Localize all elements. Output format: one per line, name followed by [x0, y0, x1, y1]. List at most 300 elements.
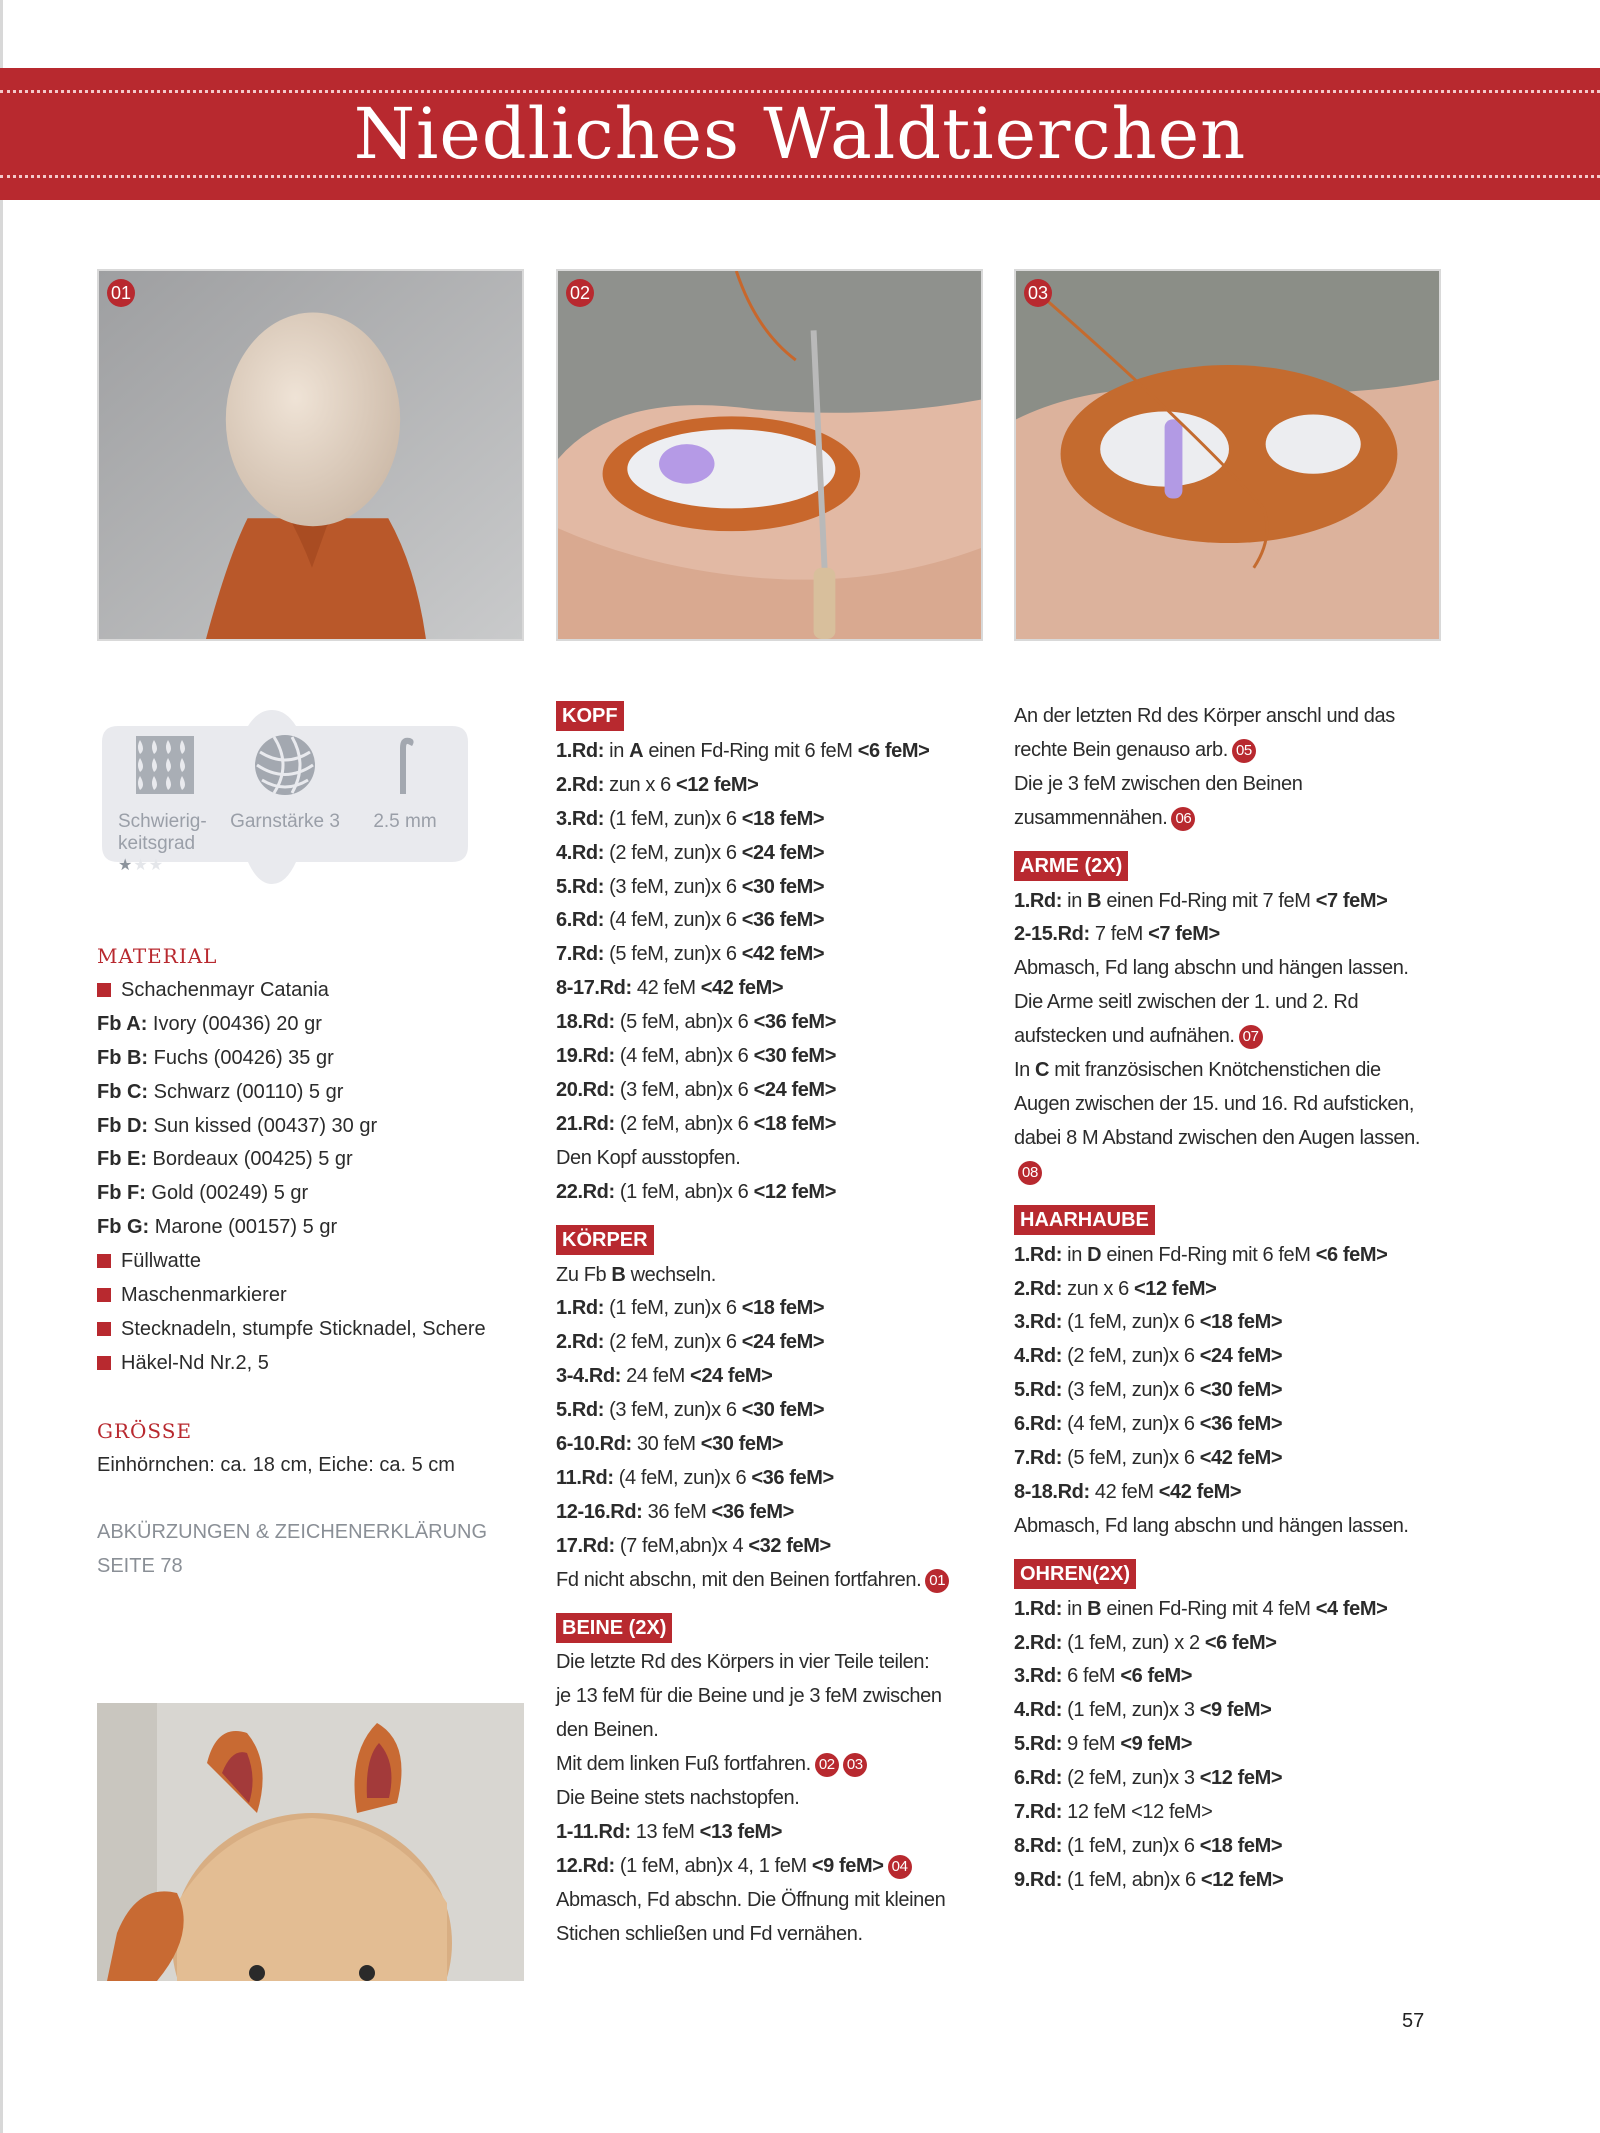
photo-02-illustration: [558, 271, 981, 639]
pattern-row: [556, 803, 996, 837]
pattern-row: [556, 837, 996, 871]
section-spacer: [556, 1210, 996, 1224]
row-text: (7 feM,abn)x 4: [614, 1534, 749, 1557]
stitch-count: <30 feM>: [1199, 1379, 1283, 1402]
stitch-count: <12 feM>: [1134, 1277, 1217, 1300]
section-heading: HAARHAUBE: [1014, 1205, 1155, 1235]
material-color-code: Fb D:: [97, 1114, 149, 1137]
bullet-square: [97, 1322, 111, 1336]
stitch-count: <30 feM>: [741, 1399, 825, 1422]
stitch-count: <13 feM>: [699, 1821, 783, 1843]
round-label: 12.Rd:: [556, 1854, 615, 1877]
step-photo-02: [556, 269, 983, 641]
difficulty-label-line2: keitsgrad: [118, 833, 196, 854]
pattern-row: [556, 904, 996, 938]
pattern-row: [1014, 768, 1454, 802]
row-text: einen Fd-Ring mit 4 feM: [1101, 1597, 1316, 1620]
pattern-row: [1014, 700, 1454, 734]
row-text: Zu Fb: [556, 1263, 612, 1286]
pattern-row: [556, 1646, 996, 1680]
material-item-text: Häkel-Nd Nr.2, 5: [121, 1351, 269, 1374]
stitch-count: <30 feM>: [753, 1045, 836, 1068]
photo-03-illustration: [1016, 271, 1439, 639]
stitch-count: <6 feM>: [1204, 1631, 1277, 1654]
stitch-count: <12 feM>: [753, 1180, 836, 1203]
row-text: Die letzte Rd des Körpers in vier Teile teilen:: [556, 1651, 930, 1674]
difficulty-stars: [118, 855, 220, 877]
bullet-square: [97, 1356, 111, 1370]
material-item: [97, 1347, 497, 1381]
round-label: 7.Rd:: [1014, 1447, 1063, 1470]
pattern-row: [1014, 1830, 1454, 1864]
pattern-row: [556, 1782, 996, 1816]
row-text: 12 feM: [1062, 1801, 1132, 1824]
material-item: [97, 1313, 497, 1347]
row-text: In: [1014, 1059, 1036, 1082]
round-label: 12-16.Rd:: [556, 1500, 643, 1523]
stitch-count: <36 feM>: [751, 1466, 834, 1489]
section-heading: KOPF: [556, 701, 624, 731]
material-item-text: Fuchs (00426) 35 gr: [148, 1046, 334, 1069]
pattern-row: [556, 1040, 996, 1074]
step-reference-badge: 02: [815, 1753, 839, 1777]
pattern-row: [556, 1142, 996, 1176]
round-label: 8-18.Rd:: [1014, 1480, 1090, 1503]
row-text: Mit dem linken Fuß fortfahren.: [556, 1753, 811, 1776]
stitch-count: <42 feM>: [741, 943, 825, 966]
spacer: [97, 1482, 497, 1516]
row-text: (2 feM, zun)x 6: [1062, 1345, 1200, 1368]
stitch-count: <18 feM>: [741, 807, 825, 830]
section-heading-row: [1014, 1558, 1454, 1592]
bullet-square: [97, 1288, 111, 1302]
pattern-row: [556, 735, 996, 769]
material-item: [97, 1042, 497, 1076]
stitch-count: <12 feM>: [1200, 1868, 1284, 1891]
pattern-row: [1014, 1156, 1454, 1190]
row-text: (1 feM, abn)x 6: [1062, 1868, 1201, 1891]
section-spacer: [1014, 836, 1454, 850]
yarn-weight-label: Garnstärke 3: [230, 811, 340, 832]
row-text: (1 feM, abn)x 4, 1 feM: [614, 1854, 812, 1877]
row-text: mit französischen Knötchenstichen die: [1049, 1059, 1381, 1082]
material-item-text: Schwarz (00110) 5 gr: [148, 1080, 344, 1103]
material-item: [97, 1008, 497, 1042]
material-item-text: Gold (00249) 5 gr: [145, 1182, 309, 1205]
row-text: (4 feM, zun)x 6: [613, 1466, 752, 1489]
round-label: 11.Rd:: [556, 1466, 614, 1489]
material-color-code: Fb E:: [97, 1148, 147, 1171]
crochet-hook-icon: [372, 732, 438, 798]
stitch-count: <24 feM>: [741, 1331, 825, 1354]
round-label: 1.Rd:: [1014, 1243, 1063, 1266]
bullet-square: [97, 1254, 111, 1268]
pattern-row: [556, 1714, 996, 1748]
pattern-row: [1014, 1442, 1454, 1476]
round-label: 20.Rd:: [556, 1078, 615, 1101]
pattern-row: [1014, 1122, 1454, 1156]
row-text: in: [1062, 1597, 1088, 1620]
section-heading-row: [556, 1612, 996, 1646]
section-spacer: [1014, 1190, 1454, 1204]
round-label: 22.Rd:: [556, 1180, 615, 1203]
pattern-row: [556, 769, 996, 803]
row-text: in: [1062, 889, 1088, 912]
round-label: 9.Rd:: [1014, 1868, 1063, 1891]
row-text: den Beinen.: [556, 1719, 659, 1742]
pattern-row: [556, 1360, 996, 1394]
page-edge-line: [0, 0, 3, 2133]
row-text: in: [604, 739, 630, 762]
material-item: [97, 1143, 497, 1177]
step-reference-badge: 03: [843, 1753, 867, 1777]
stitch-count: <36 feM>: [711, 1500, 794, 1523]
material-color-code: Fb B:: [97, 1046, 149, 1069]
row-text: zun x 6: [604, 773, 677, 796]
pattern-row: [1014, 1627, 1454, 1661]
material-item-text: Marone (00157) 5 gr: [149, 1216, 338, 1239]
round-label: 5.Rd:: [1014, 1733, 1063, 1756]
section-heading: KÖRPER: [556, 1225, 654, 1255]
section-heading-row: [1014, 850, 1454, 884]
row-text: Die Beine stets nachstopfen.: [556, 1787, 800, 1810]
step-reference-badge: 01: [925, 1569, 949, 1593]
difficulty-label-line1: Schwierig-: [118, 811, 207, 832]
color-code: C: [1035, 1059, 1050, 1082]
stitch-count: <12 feM>: [1199, 1767, 1283, 1790]
title-banner: [0, 68, 1600, 200]
material-color-code: Fb F:: [97, 1182, 146, 1205]
material-item: [97, 1110, 497, 1144]
section-heading-row: [1014, 1204, 1454, 1238]
pattern-row: [556, 938, 996, 972]
step-reference-badge: 05: [1232, 739, 1256, 763]
pattern-row: [1014, 1728, 1454, 1762]
step-photo-01: [97, 269, 524, 641]
round-label: 2.Rd:: [556, 1331, 605, 1354]
pattern-row: [1014, 1088, 1454, 1122]
pattern-row: [1014, 1374, 1454, 1408]
stitch-count: <7 feM>: [1315, 889, 1388, 912]
round-label: 7.Rd:: [1014, 1801, 1063, 1824]
pattern-row: [1014, 1239, 1454, 1273]
stitch-count: <24 feM>: [753, 1078, 836, 1101]
row-text: (3 feM, abn)x 6: [614, 1078, 754, 1101]
size-text: Einhörnchen: ca. 18 cm, Eiche: ca. 5 cm: [97, 1453, 455, 1476]
pattern-column-3: [1014, 700, 1454, 1898]
spacer: [97, 1381, 497, 1415]
pattern-row: [1014, 1660, 1454, 1694]
row-text: (4 feM, abn)x 6: [614, 1045, 754, 1068]
row-text: (2 feM, abn)x 6: [614, 1112, 754, 1135]
stitch-count: <24 feM>: [741, 841, 825, 864]
stitch-count: <32 feM>: [748, 1534, 831, 1557]
round-label: 4.Rd:: [556, 841, 605, 864]
row-text: zusammennähen.: [1014, 806, 1168, 829]
difficulty-stars-off: ★★: [133, 857, 165, 874]
bullet-square: [97, 983, 111, 997]
row-text: (4 feM, zun)x 6: [604, 909, 742, 932]
pattern-row: [556, 1850, 996, 1884]
row-text: 42 feM: [631, 977, 701, 1000]
stitch-count: <24 feM>: [690, 1365, 773, 1388]
step-photo-03: [1014, 269, 1441, 641]
color-code: B: [1087, 1597, 1102, 1620]
row-text: rechte Bein genauso arb.: [1014, 738, 1228, 761]
step-reference-badge: 06: [1171, 807, 1195, 831]
round-label: 4.Rd:: [1014, 1699, 1063, 1722]
finished-squirrel-photo: [97, 1703, 524, 1981]
section-spacer: [1014, 1544, 1454, 1558]
row-text: Die je 3 feM zwischen den Beinen: [1014, 772, 1303, 795]
pattern-row: [1014, 1762, 1454, 1796]
row-text: (5 feM, zun)x 6: [604, 943, 742, 966]
material-item-text: Stecknadeln, stumpfe Sticknadel, Schere: [121, 1317, 486, 1340]
stitch-count: <18 feM>: [1199, 1835, 1283, 1857]
round-label: 2.Rd:: [556, 773, 605, 796]
material-item-text: Ivory (00436) 20 gr: [147, 1012, 322, 1035]
row-text: (1 feM, zun)x 3: [1062, 1699, 1200, 1722]
hook-size-info: [350, 732, 460, 833]
pattern-row: [1014, 1054, 1454, 1088]
row-text: 30 feM: [631, 1433, 701, 1456]
color-code: A: [629, 739, 644, 762]
row-text: Abmasch, Fd lang abschn und hängen lassen.: [1014, 957, 1409, 980]
pattern-row: [556, 1292, 996, 1326]
step-reference-badge: 07: [1239, 1025, 1263, 1049]
material-item: [97, 1279, 497, 1313]
row-text: 36 feM: [642, 1500, 712, 1523]
row-text: (1 feM, zun)x 6: [604, 807, 742, 830]
row-text: An der letzten Rd des Körper anschl und das: [1014, 705, 1395, 727]
row-text: 42 feM: [1089, 1480, 1159, 1503]
stitch-count: <30 feM>: [700, 1433, 784, 1456]
round-label: 17.Rd:: [556, 1534, 615, 1557]
round-label: 1-11.Rd:: [556, 1821, 631, 1843]
page-title: Niedliches Waldtierchen: [353, 93, 1247, 175]
row-text: aufstecken und aufnähen.: [1014, 1025, 1235, 1048]
pattern-row: [556, 1108, 996, 1142]
stitch-count: <9 feM>: [1120, 1733, 1193, 1756]
row-text: (1 feM, abn)x 6: [614, 1180, 754, 1203]
pattern-row: [1014, 802, 1454, 836]
row-text: (2 feM, zun)x 6: [604, 841, 742, 864]
step-reference-badge: 04: [888, 1855, 912, 1879]
stitch-count: <36 feM>: [741, 909, 825, 932]
row-text: (3 feM, zun)x 6: [604, 1399, 742, 1422]
row-text: Fd nicht abschn, mit den Beinen fortfahren.: [556, 1568, 922, 1591]
row-text: einen Fd-Ring mit 6 feM: [643, 739, 858, 762]
row-text: Stichen schließen und Fd vernähen.: [556, 1922, 863, 1945]
material-item-text: Bordeaux (00425) 5 gr: [147, 1148, 353, 1171]
round-label: 3.Rd:: [1014, 1311, 1063, 1334]
pattern-row: [556, 1530, 996, 1564]
page-number: 57: [1402, 2010, 1425, 2032]
row-text: 9 feM: [1062, 1733, 1121, 1756]
row-text: 13 feM: [630, 1821, 700, 1843]
row-text: (3 feM, zun)x 6: [604, 875, 742, 898]
round-label: 5.Rd:: [1014, 1379, 1063, 1402]
stitch-count: <42 feM>: [700, 977, 784, 1000]
row-text: einen Fd-Ring mit 7 feM: [1101, 889, 1316, 912]
stitch-count: <12 feM>: [676, 773, 759, 796]
row-text: 6 feM: [1062, 1665, 1121, 1688]
pattern-row: [556, 1074, 996, 1108]
pattern-column-2: [556, 700, 996, 1952]
row-text: Abmasch, Fd abschn. Die Öffnung mit kleinen: [556, 1888, 946, 1911]
material-column: [97, 940, 497, 1584]
row-text: (5 feM, zun)x 6: [1062, 1447, 1200, 1470]
difficulty-info: [110, 732, 220, 877]
pattern-row: [1014, 1306, 1454, 1340]
photo-number-01: 01: [107, 279, 135, 307]
photo-01-illustration: [99, 271, 522, 639]
difficulty-star-on: ★: [118, 857, 134, 874]
round-label: 5.Rd:: [556, 1399, 605, 1422]
pattern-row: [556, 972, 996, 1006]
material-item-text: Sun kissed (00437) 30 gr: [148, 1114, 378, 1137]
pattern-row: [556, 1006, 996, 1040]
material-item-text: Maschenmarkierer: [121, 1284, 287, 1307]
pattern-row: [1014, 885, 1454, 919]
yarn-weight-info: [230, 732, 340, 833]
row-text: einen Fd-Ring mit 6 feM: [1101, 1243, 1316, 1266]
yarn-ball-icon: [252, 732, 318, 798]
section-heading-row: [556, 1224, 996, 1258]
material-color-code: Fb C:: [97, 1080, 149, 1103]
row-text: zun x 6: [1062, 1277, 1135, 1300]
stitch-count: <18 feM>: [741, 1297, 825, 1320]
abbreviations-line2: SEITE 78: [97, 1555, 183, 1578]
stitch-count: <4 feM>: [1315, 1597, 1388, 1620]
pattern-row: [556, 1496, 996, 1530]
material-item-text: Füllwatte: [121, 1250, 202, 1273]
round-label: 4.Rd:: [1014, 1345, 1063, 1368]
row-text: (5 feM, abn)x 6: [614, 1011, 754, 1034]
row-text: (2 feM, zun)x 3: [1062, 1767, 1200, 1790]
round-label: 18.Rd:: [556, 1011, 615, 1034]
pattern-row: [1014, 952, 1454, 986]
row-text: je 13 feM für die Beine und je 3 feM zwischen: [556, 1685, 942, 1708]
size-heading: GRÖSSE: [97, 1418, 193, 1443]
material-list: [97, 974, 497, 1381]
round-label: 6.Rd:: [556, 909, 605, 932]
round-label: 3.Rd:: [1014, 1665, 1063, 1688]
color-code: B: [1087, 889, 1102, 912]
stitch-count: <24 feM>: [1199, 1345, 1283, 1368]
row-text: (1 feM, zun) x 2: [1062, 1631, 1205, 1654]
pattern-row: [1014, 1273, 1454, 1307]
hook-size-label: 2.5 mm: [373, 811, 437, 832]
pattern-row: [556, 1176, 996, 1210]
row-text: (1 feM, zun)x 6: [1062, 1835, 1200, 1857]
round-label: 2-15.Rd:: [1014, 923, 1090, 946]
pattern-row: [556, 1326, 996, 1360]
stitch-count: <42 feM>: [1199, 1447, 1283, 1470]
material-item: [97, 1245, 497, 1279]
round-label: 5.Rd:: [556, 875, 605, 898]
stitch-count: <7 feM>: [1148, 923, 1220, 946]
round-label: 8.Rd:: [1014, 1835, 1063, 1857]
pattern-row: [1014, 986, 1454, 1020]
round-label: 19.Rd:: [556, 1045, 615, 1068]
squirrel-illustration: [97, 1703, 524, 1981]
stitch-count: <9 feM>: [1199, 1699, 1272, 1722]
round-label: 3-4.Rd:: [556, 1365, 621, 1388]
row-text: (2 feM, zun)x 6: [604, 1331, 742, 1354]
row-text: (3 feM, zun)x 6: [1062, 1379, 1200, 1402]
row-text: dabei 8 M Abstand zwischen den Augen lassen.: [1014, 1126, 1421, 1149]
material-item: [97, 1211, 497, 1245]
stitch-count: <42 feM>: [1158, 1480, 1242, 1503]
pattern-row: [1014, 1020, 1454, 1054]
round-label: 1.Rd:: [556, 1297, 605, 1320]
pattern-row: [1014, 734, 1454, 768]
material-heading: MATERIAL: [97, 944, 218, 968]
round-label: 1.Rd:: [1014, 1597, 1063, 1620]
stitch-count: <12 feM>: [1131, 1801, 1213, 1824]
color-code: B: [611, 1263, 626, 1286]
pattern-row: [556, 1462, 996, 1496]
round-label: 1.Rd:: [556, 739, 605, 762]
pattern-row: [556, 1884, 996, 1918]
row-text: (4 feM, zun)x 6: [1062, 1413, 1200, 1436]
row-text: in: [1062, 1243, 1088, 1266]
stitch-count: <36 feM>: [1199, 1413, 1283, 1436]
row-text: Abmasch, Fd lang abschn und hängen lassen.: [1014, 1514, 1409, 1537]
pattern-row: [1014, 1340, 1454, 1374]
stitch-count: <36 feM>: [753, 1011, 836, 1034]
section-heading: BEINE (2X): [556, 1613, 672, 1643]
round-label: 6.Rd:: [1014, 1413, 1063, 1436]
row-text: 24 feM: [620, 1365, 691, 1388]
section-heading: ARME (2X): [1014, 851, 1128, 881]
row-text: 7 feM: [1089, 923, 1149, 946]
pattern-row: [556, 1259, 996, 1293]
round-label: 7.Rd:: [556, 943, 605, 966]
stitch-count: <6 feM>: [857, 739, 930, 762]
round-label: 21.Rd:: [556, 1112, 615, 1135]
round-label: 8-17.Rd:: [556, 977, 632, 1000]
photo-number-03: 03: [1024, 279, 1052, 307]
stitch-count: <6 feM>: [1120, 1665, 1193, 1688]
row-text: wechseln.: [625, 1263, 716, 1286]
row-text: Den Kopf ausstopfen.: [556, 1146, 741, 1169]
round-label: 6-10.Rd:: [556, 1433, 632, 1456]
pattern-row: [1014, 918, 1454, 952]
stitch-count: <6 feM>: [1315, 1243, 1388, 1266]
pattern-row: [556, 1680, 996, 1714]
step-reference-badge: 08: [1018, 1161, 1042, 1185]
section-heading-row: [556, 700, 996, 734]
material-item-text: Schachenmayr Catania: [121, 978, 329, 1001]
color-code: D: [1087, 1243, 1102, 1266]
pattern-row: [1014, 1864, 1454, 1898]
pattern-row: [1014, 1593, 1454, 1627]
row-text: Augen zwischen der 15. und 16. Rd aufsticken,: [1014, 1092, 1415, 1115]
material-color-code: Fb A:: [97, 1012, 148, 1035]
pattern-row: [556, 871, 996, 905]
material-item: [97, 1177, 497, 1211]
stitch-count: <18 feM>: [1199, 1311, 1283, 1334]
round-label: 2.Rd:: [1014, 1277, 1063, 1300]
material-color-code: Fb G:: [97, 1216, 150, 1239]
pattern-info-card: [98, 708, 472, 896]
pattern-row: [1014, 1510, 1454, 1544]
stitch-count: <9 feM>: [811, 1854, 884, 1877]
pattern-row: [556, 1394, 996, 1428]
pattern-row: [556, 1918, 996, 1952]
